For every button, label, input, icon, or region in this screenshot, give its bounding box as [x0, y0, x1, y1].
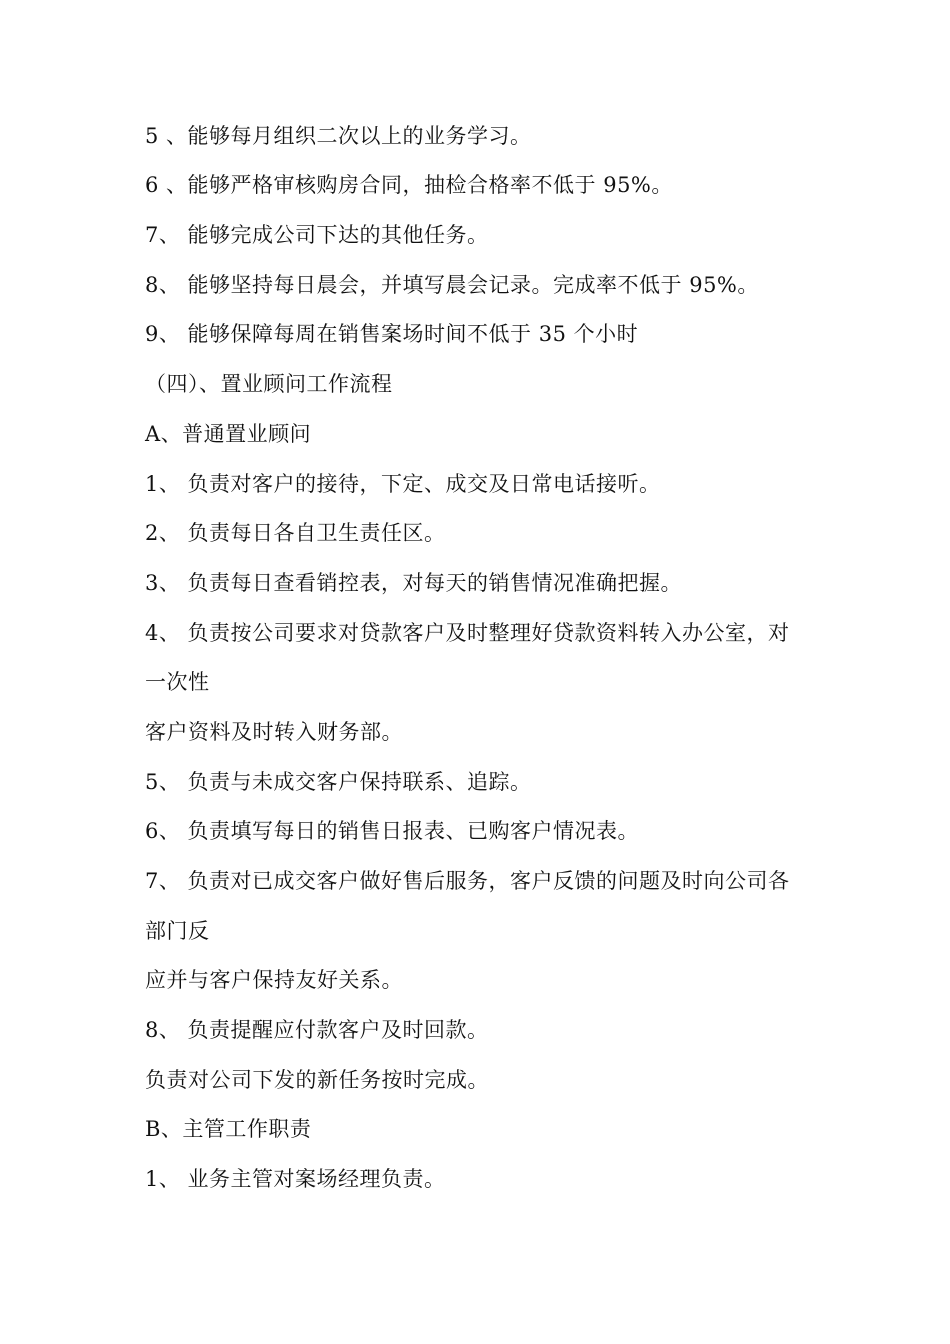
text-line: 6、 负责填写每日的销售日报表、已购客户情况表。: [145, 819, 640, 843]
text-line: 1、 业务主管对案场经理负责。: [145, 1167, 446, 1191]
text-line: 8、 能够坚持每日晨会，并填写晨会记录。完成率不低于 95%。: [145, 273, 759, 297]
text-line: 7、 能够完成公司下达的其他任务。: [145, 223, 489, 247]
text-line: 7、 负责对已成交客户做好售后服务，客户反馈的问题及时向公司各: [145, 869, 790, 893]
text-line: 8、 负责提醒应付款客户及时回款。: [145, 1018, 489, 1042]
text-line: 6 、能够严格审核购房合同，抽检合格率不低于 95%。: [145, 173, 673, 197]
text-line: 5 、能够每月组织二次以上的业务学习。: [145, 124, 532, 148]
section-heading: （四）、置业顾问工作流程: [145, 372, 393, 396]
text-line: 9、 能够保障每周在销售案场时间不低于 35 个小时: [145, 322, 639, 346]
text-line: 客户资料及时转入财务部。: [145, 720, 403, 744]
text-line: 部门反: [145, 919, 210, 943]
text-line: 5、 负责与未成交客户保持联系、追踪。: [145, 770, 532, 794]
text-line: 3、 负责每日查看销控表，对每天的销售情况准确把握。: [145, 571, 683, 595]
text-line: 负责对公司下发的新任务按时完成。: [145, 1068, 489, 1092]
text-line: 2、 负责每日各自卫生责任区。: [145, 521, 446, 545]
subsection-heading: A、普通置业顾问: [145, 422, 312, 446]
text-line: 1、 负责对客户的接待，下定、成交及日常电话接听。: [145, 472, 661, 496]
text-line: 应并与客户保持友好关系。: [145, 968, 403, 992]
text-line: 4、 负责按公司要求对贷款客户及时整理好贷款资料转入办公室，对: [145, 621, 790, 645]
subsection-heading: B、主管工作职责: [145, 1117, 312, 1141]
text-line: 一次性: [145, 670, 210, 694]
